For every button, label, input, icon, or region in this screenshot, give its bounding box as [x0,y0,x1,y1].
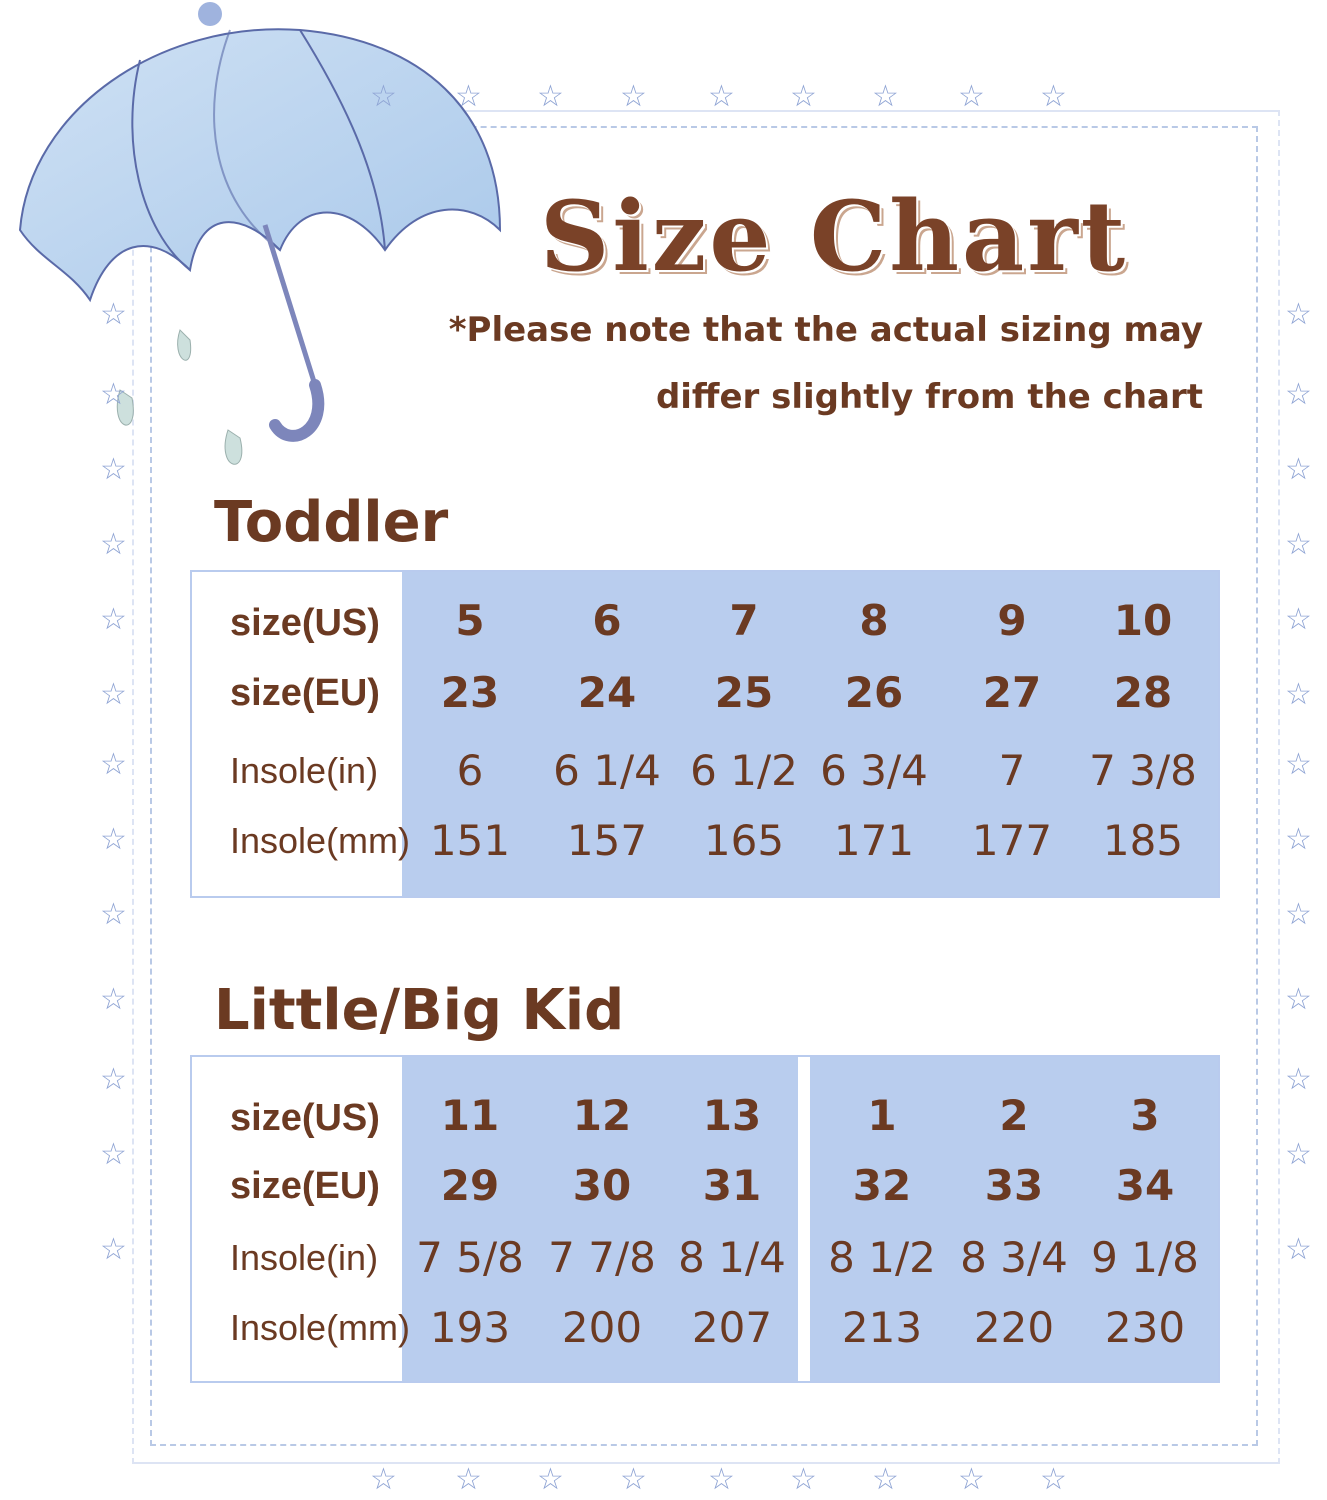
star-icon: ☆ [100,1232,127,1267]
size-cell-in: 8 1/2 [828,1233,936,1282]
star-icon: ☆ [708,79,735,114]
label-insole-mm: Insole(mm) [230,820,411,861]
star-icon: ☆ [100,822,127,857]
star-icon: ☆ [1285,527,1312,562]
row-labels [192,1057,411,1381]
star-icon: ☆ [1285,1062,1312,1097]
star-icon: ☆ [1285,1232,1312,1267]
size-cell-us: 13 [702,1091,762,1140]
size-cell-eu: 31 [702,1161,762,1210]
size-cell-mm: 165 [703,816,785,865]
size-cell-us: 6 [592,596,622,645]
size-cell-us: 9 [997,596,1027,645]
size-cell-eu: 24 [577,668,637,717]
label-insole-in: Insole(in) [230,750,379,791]
size-cell-in: 7 7/8 [548,1233,656,1282]
label-size-us: size(US) [230,1097,380,1139]
star-icon: ☆ [958,79,985,114]
size-cell-mm: 177 [971,816,1053,865]
star-icon: ☆ [872,1462,899,1497]
star-icon: ☆ [455,79,482,114]
star-icon: ☆ [1285,1137,1312,1172]
size-cell-mm: 207 [691,1303,773,1352]
size-cell-in: 6 3/4 [820,746,928,795]
star-icon: ☆ [1285,982,1312,1017]
size-cell-mm: 200 [561,1303,643,1352]
page-title: Size Chart [540,180,1129,293]
star-icon: ☆ [620,1462,647,1497]
star-icon: ☆ [1285,747,1312,782]
star-icon: ☆ [100,747,127,782]
star-icon: ☆ [100,527,127,562]
star-icon: ☆ [1040,79,1067,114]
sizing-note-line-2: differ slightly from the chart [655,377,1203,417]
size-cell-in: 8 3/4 [960,1233,1068,1282]
star-icon: ☆ [1285,677,1312,712]
star-icon: ☆ [1285,452,1312,487]
size-cell-mm: 171 [833,816,915,865]
size-cell-eu: 25 [714,668,774,717]
size-cell-in: 6 [456,746,484,795]
label-insole-mm: Insole(mm) [230,1307,411,1348]
size-cell-mm: 185 [1102,816,1184,865]
size-cell-mm: 157 [566,816,648,865]
star-icon: ☆ [708,1462,735,1497]
star-icon: ☆ [455,1462,482,1497]
star-icon: ☆ [100,1137,127,1172]
star-icon: ☆ [370,79,397,114]
label-size-eu: size(EU) [230,672,380,714]
size-cell-eu: 32 [852,1161,912,1210]
size-cell-eu: 26 [844,668,904,717]
size-cell-eu: 34 [1115,1161,1175,1210]
umbrella-illustration [0,0,520,480]
size-cell-in: 6 1/2 [690,746,798,795]
size-cell-us: 3 [1130,1091,1160,1140]
size-cell-in: 6 1/4 [553,746,661,795]
label-size-eu: size(EU) [230,1165,380,1207]
size-cell-us: 7 [729,596,759,645]
size-cell-us: 5 [455,596,485,645]
size-cell-us: 8 [859,596,889,645]
size-cell-us: 12 [572,1091,632,1140]
toddler-heading: Toddler [214,490,449,555]
size-cell-us: 11 [440,1091,500,1140]
star-icon: ☆ [100,982,127,1017]
star-icon: ☆ [1285,822,1312,857]
size-cell-in: 9 1/8 [1091,1233,1199,1282]
star-icon: ☆ [100,452,127,487]
label-size-us: size(US) [230,602,380,644]
star-icon: ☆ [620,79,647,114]
star-icon: ☆ [1285,297,1312,332]
size-cell-mm: 151 [429,816,511,865]
star-icon: ☆ [1285,602,1312,637]
size-cell-mm: 193 [429,1303,511,1352]
star-icon: ☆ [790,1462,817,1497]
star-icon: ☆ [100,602,127,637]
size-cell-eu: 23 [440,668,500,717]
kid-heading: Little/Big Kid [214,978,625,1043]
size-cell-eu: 29 [440,1161,500,1210]
size-cell-eu: 28 [1113,668,1173,717]
size-cell-in: 7 3/8 [1089,746,1197,795]
size-cell-us: 2 [999,1091,1029,1140]
star-icon: ☆ [1040,1462,1067,1497]
star-icon: ☆ [100,677,127,712]
size-cell-us: 1 [867,1091,897,1140]
size-cell-eu: 33 [984,1161,1044,1210]
star-icon: ☆ [100,377,127,412]
star-icon: ☆ [100,1062,127,1097]
star-icon: ☆ [100,297,127,332]
size-cell-eu: 30 [572,1161,632,1210]
star-icon: ☆ [958,1462,985,1497]
size-cell-mm: 230 [1104,1303,1186,1352]
size-cell-in: 7 [998,746,1026,795]
star-icon: ☆ [872,79,899,114]
size-cell-mm: 220 [973,1303,1055,1352]
star-icon: ☆ [537,1462,564,1497]
size-cell-eu: 27 [982,668,1042,717]
star-icon: ☆ [100,897,127,932]
toddler-size-table [190,570,1220,898]
size-cell-us: 10 [1113,596,1173,645]
sizing-note-line-1: *Please note that the actual sizing may [448,310,1203,350]
star-icon: ☆ [1285,897,1312,932]
label-insole-in: Insole(in) [230,1237,379,1278]
star-icon: ☆ [790,79,817,114]
size-cell-in: 8 1/4 [678,1233,786,1282]
star-icon: ☆ [537,79,564,114]
star-icon: ☆ [370,1462,397,1497]
star-icon: ☆ [1285,377,1312,412]
size-cell-mm: 213 [841,1303,923,1352]
kid-size-table [190,1055,1220,1383]
row-labels [192,572,411,896]
size-cell-in: 7 5/8 [416,1233,524,1282]
